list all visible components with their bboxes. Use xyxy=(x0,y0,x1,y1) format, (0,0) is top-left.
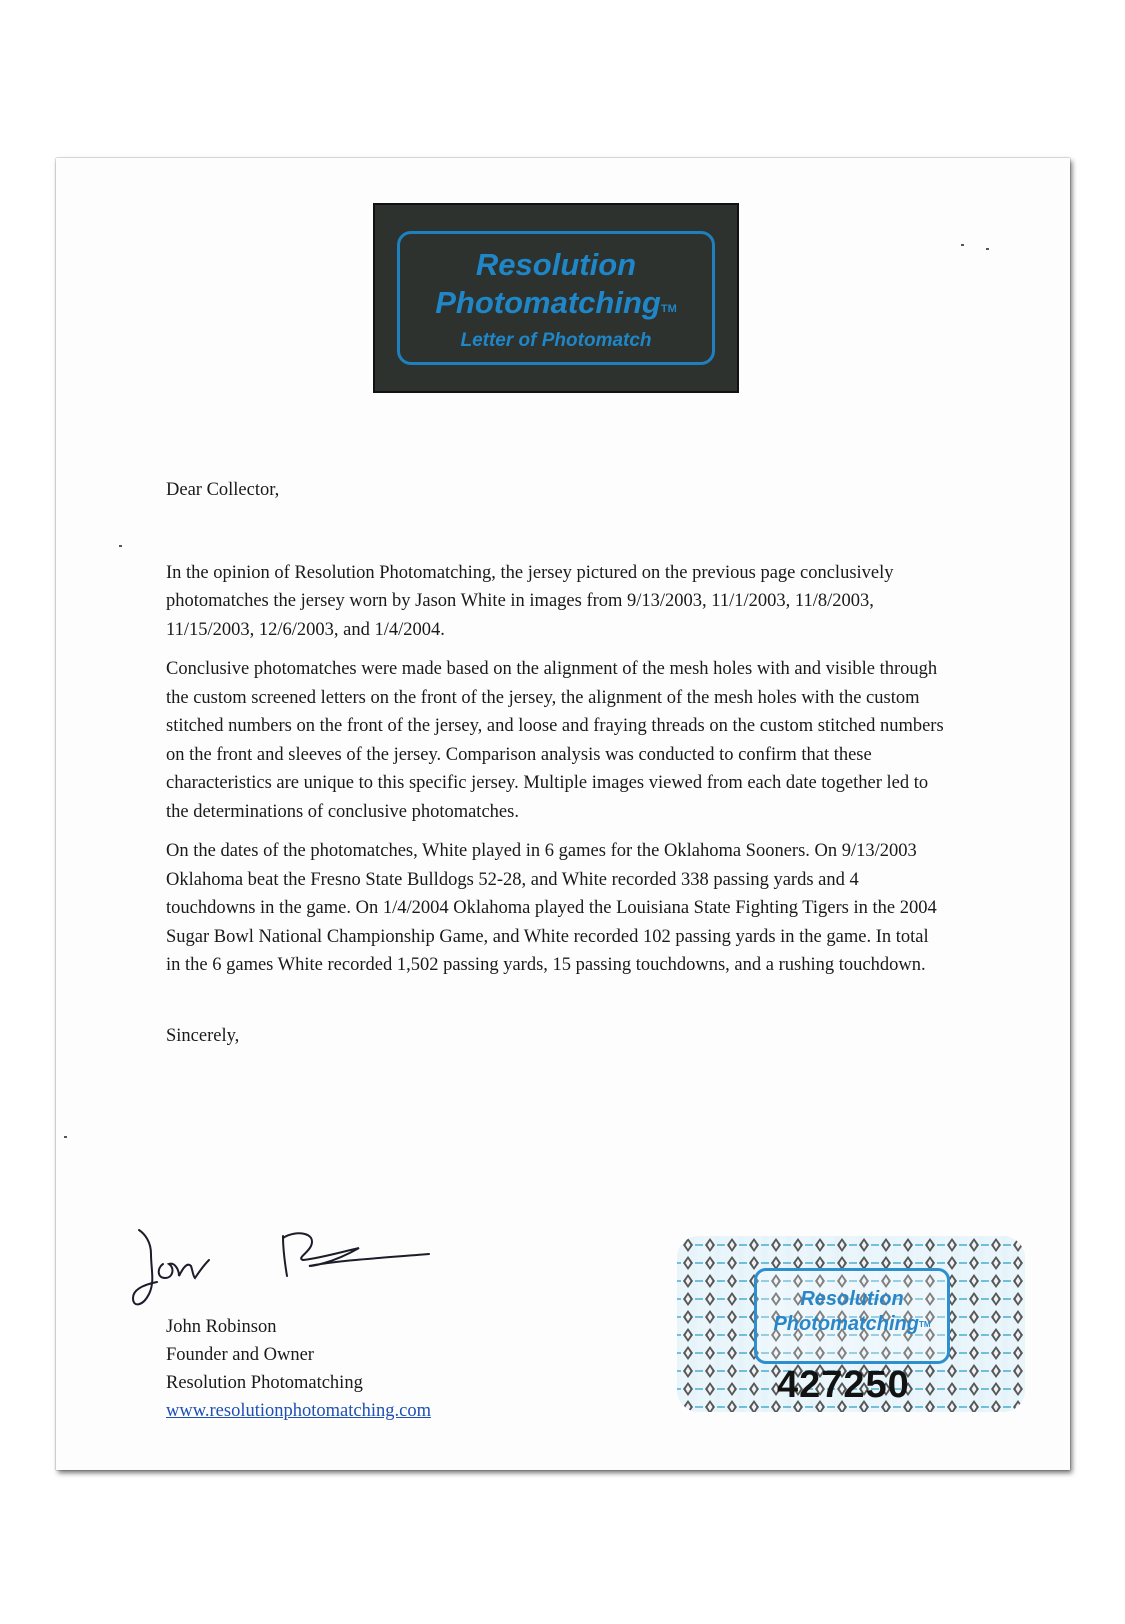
salutation: Dear Collector, xyxy=(166,480,280,500)
hologram-sticker xyxy=(677,1236,1025,1412)
speck xyxy=(64,1136,67,1138)
letter-body xyxy=(166,476,946,1050)
closing: Sincerely, xyxy=(166,1025,240,1046)
speck xyxy=(986,248,989,250)
logo-line-1: Resolution xyxy=(475,247,637,282)
signature-block xyxy=(166,1313,431,1425)
logo-frame xyxy=(397,231,715,365)
hologram-logo xyxy=(754,1268,950,1364)
logo-trademark: TM xyxy=(660,303,677,315)
hologram-line-1: Resolution xyxy=(800,1288,904,1310)
paragraph-3: On the dates of the photomatches, White played in 6 games for the Oklahoma Sooners. On 9/13/2003 Oklahoma beat the Fresno State Bulldogs 52-28, and White recorded 338 passing yards and 4 touchdowns in the game. On 1/4/2004 Oklahoma played the Louisiana State Fighting Tigers in the 2004 Sugar Bowl National Championship Game, and White recorded 102 passing yards in the game. In total in the 6 games White recorded 1,502 passing yards, 15 passing touchdowns, and a rushing touchdown. xyxy=(166,841,937,975)
signatory-title: Founder and Owner xyxy=(166,1345,314,1365)
speck xyxy=(119,545,122,547)
website-link[interactable]: www.resolutionphotomatching.com xyxy=(166,1401,431,1421)
hologram-trademark: TM xyxy=(918,1320,931,1329)
hologram-line-2-text: Photomatching xyxy=(773,1313,919,1335)
paragraph-1: In the opinion of Resolution Photomatching, the jersey pictured on the previous page conclusively photomatches the jersey worn by Jason White in images from 9/13/2003, 11/1/2003, 11/8/2003, 11/15/2003, 12/6/2003, and 1/4/2004. xyxy=(166,562,894,640)
speck xyxy=(961,244,964,246)
paragraph-2: Conclusive photomatches were made based on the alignment of the mesh holes with and visible through the custom screened letters on the front of the jersey, the alignment of the mesh holes with the custom stitched numbers on the front of the jersey, and loose and fraying threads on the custom stitched numbers on the front and sleeves of the jersey. Comparison analysis was conducted to confirm that these characteristics are unique to this specific jersey. Multiple images viewed from each date together led to the determinations of conclusive photomatches. xyxy=(166,659,944,822)
handwritten-signature xyxy=(131,1224,431,1312)
company-logo xyxy=(373,203,739,393)
hologram-line-2 xyxy=(757,1312,947,1337)
logo-line-2 xyxy=(400,284,712,322)
signatory-company: Resolution Photomatching xyxy=(166,1373,363,1393)
logo-subtitle: Letter of Photomatch xyxy=(460,330,652,351)
logo-line-2-text: Photomatching xyxy=(435,285,661,320)
signatory-name: John Robinson xyxy=(166,1317,277,1337)
letter-sheet xyxy=(56,158,1070,1470)
serial-number: 427250 xyxy=(777,1364,910,1406)
